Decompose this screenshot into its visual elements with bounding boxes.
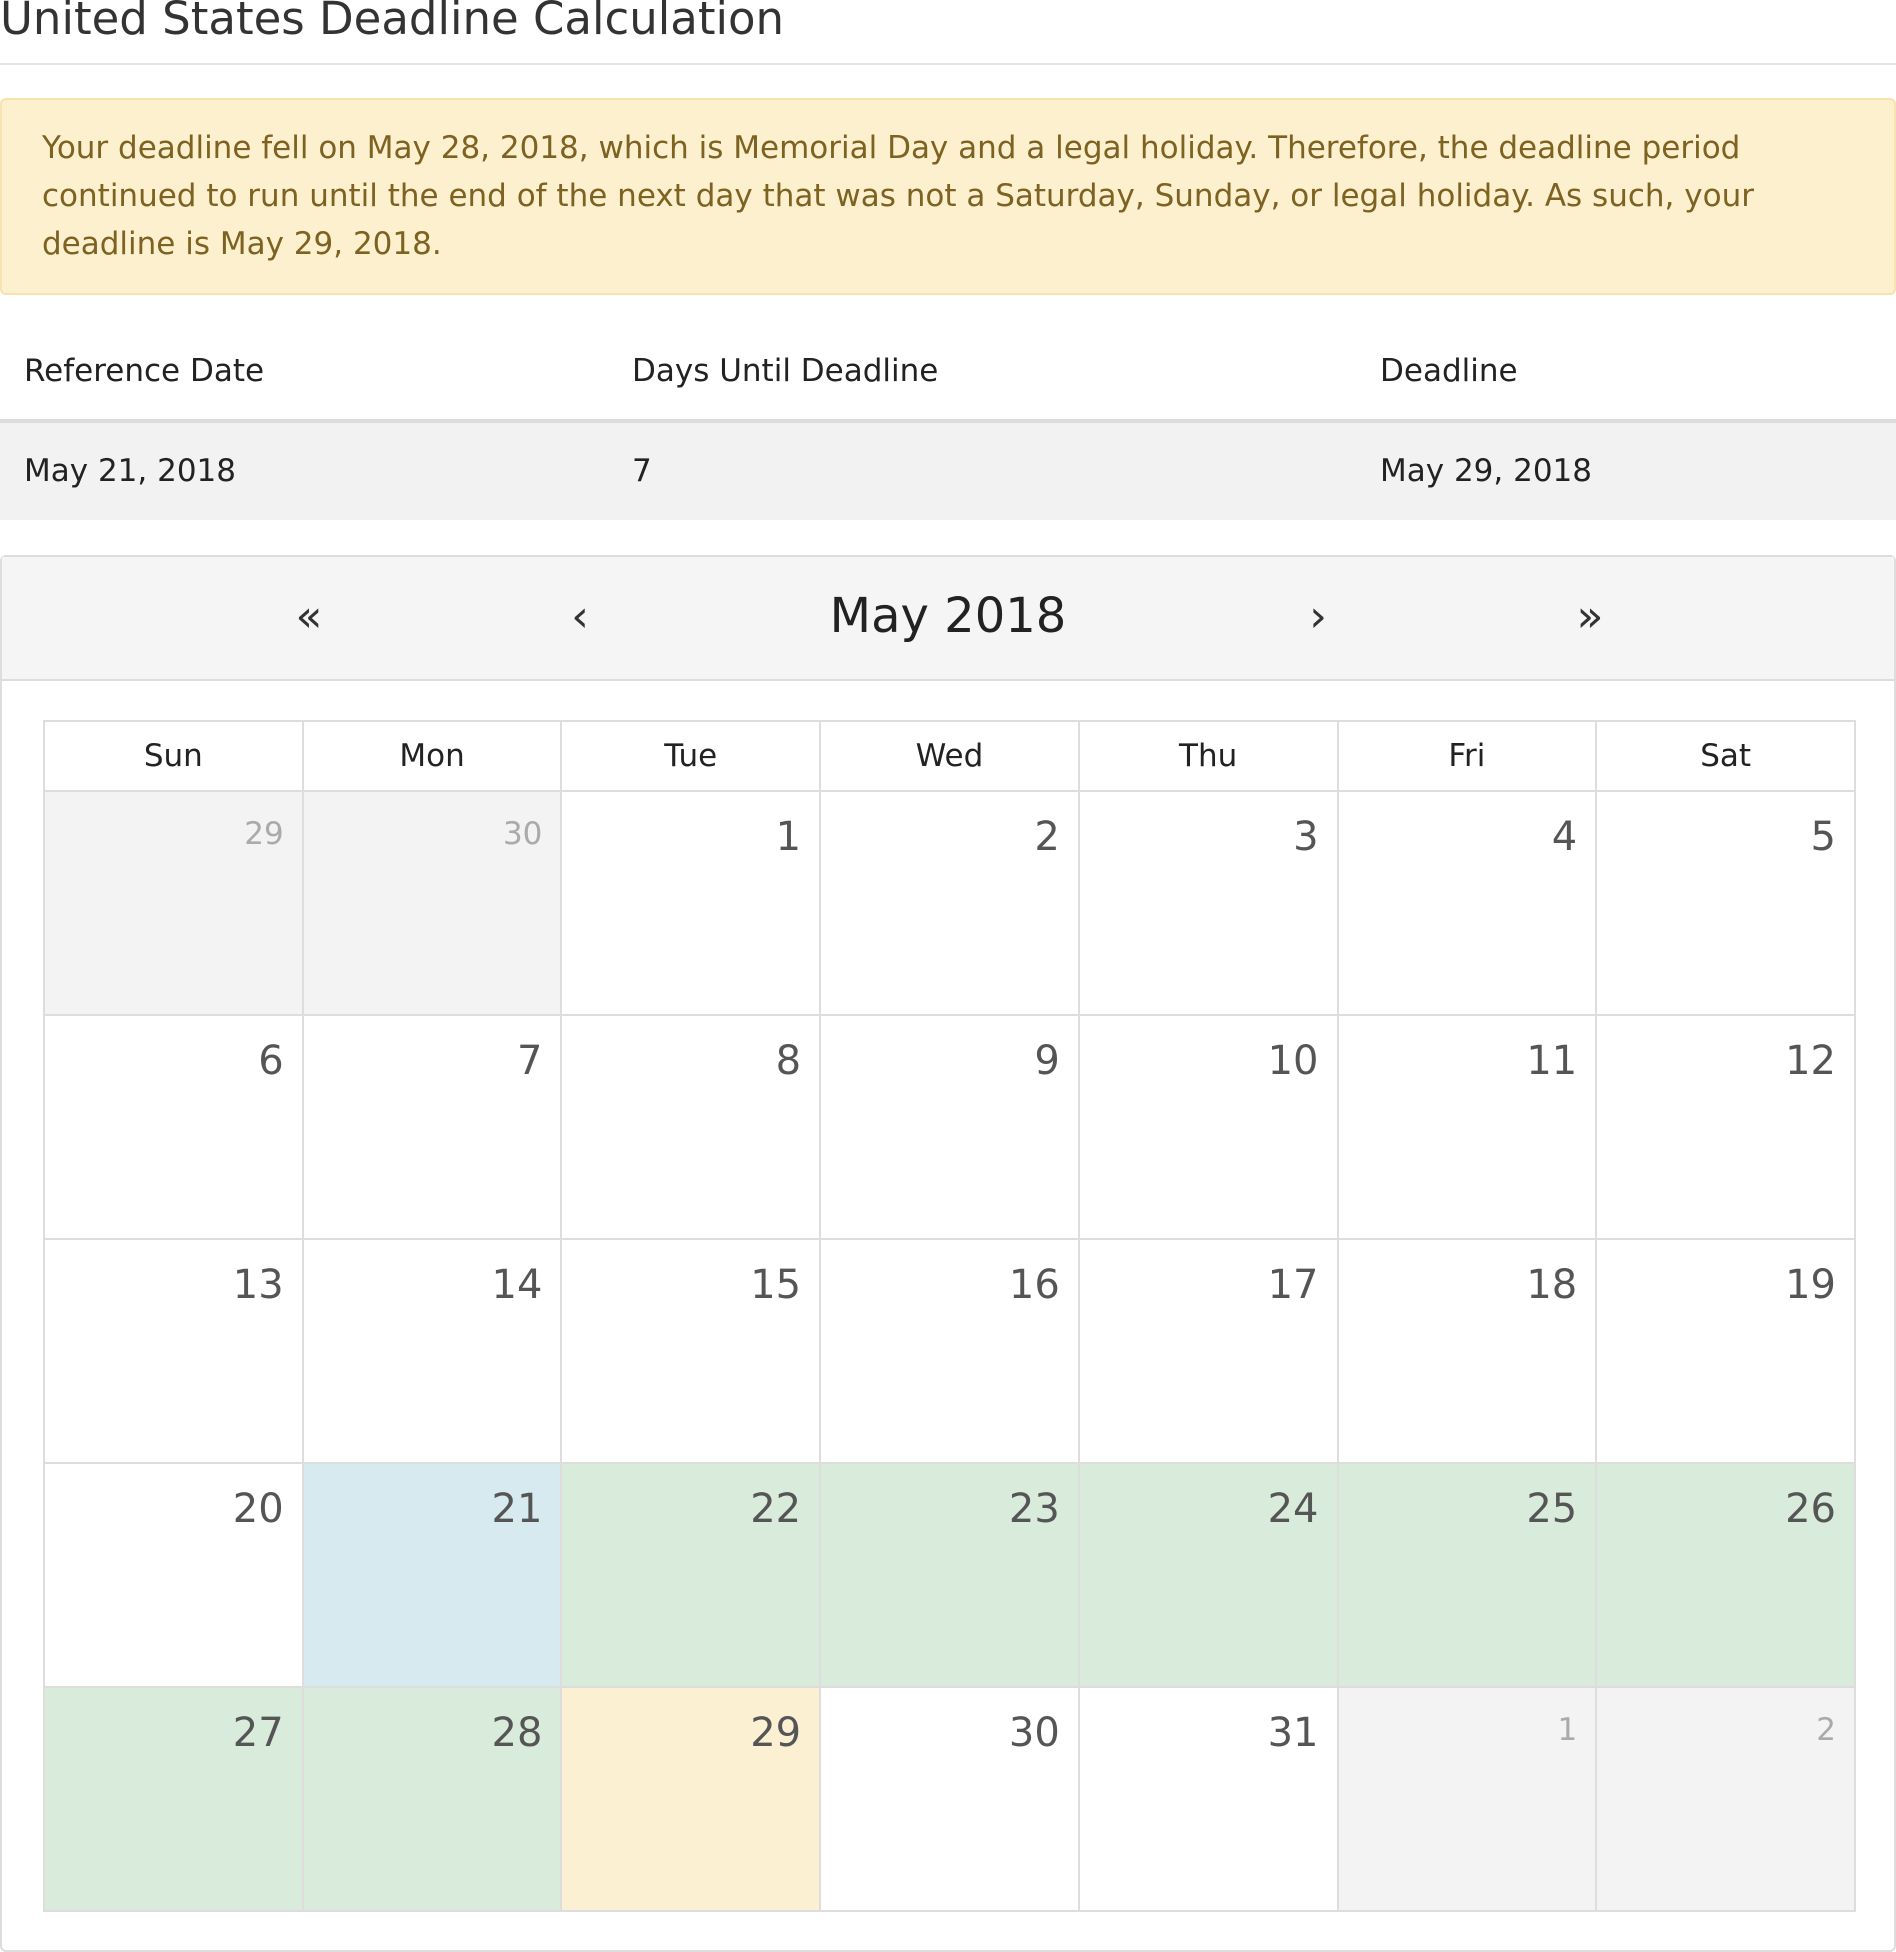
day-number: 30 [502, 816, 543, 852]
day-number: 25 [1526, 1486, 1578, 1532]
day-number: 20 [232, 1486, 284, 1532]
weekday-tue: Tue [561, 721, 820, 791]
calendar-day-cell[interactable] [561, 791, 820, 1015]
day-number: 31 [1267, 1710, 1319, 1756]
calendar-day-other-month[interactable] [1596, 1687, 1855, 1911]
calendar-day-cell[interactable] [820, 1239, 1079, 1463]
calendar-month-title: May 2018 [829, 588, 1067, 644]
calendar-day-period[interactable] [820, 1463, 1079, 1687]
calendar-day-cell[interactable] [1338, 1239, 1597, 1463]
weekday-mon: Mon [303, 721, 562, 791]
value-deadline: May 29, 2018 [1380, 453, 1592, 489]
calendar-day-cell[interactable] [820, 791, 1079, 1015]
weekday-header-row [44, 721, 1855, 791]
calendar-day-cell[interactable] [1079, 1687, 1338, 1911]
prev-year-button[interactable]: « [295, 591, 323, 642]
day-number: 4 [1551, 814, 1578, 860]
day-number: 29 [750, 1710, 802, 1756]
day-number: 9 [1034, 1038, 1060, 1084]
calendar-day-cell[interactable] [303, 1015, 562, 1239]
day-number: 12 [1785, 1038, 1836, 1084]
calendar-day-other-month[interactable] [303, 791, 562, 1015]
day-number: 22 [750, 1486, 802, 1532]
calendar-day-period[interactable] [44, 1687, 303, 1911]
day-number: 13 [232, 1262, 284, 1308]
next-year-button[interactable]: » [1576, 591, 1604, 642]
header-days-until-deadline: Days Until Deadline [632, 353, 939, 389]
calendar-grid [43, 720, 1856, 1912]
day-number: 1 [775, 814, 802, 860]
calendar-day-reference[interactable] [303, 1463, 562, 1687]
weekday-thu: Thu [1079, 721, 1338, 791]
deadline-summary-table [0, 325, 1896, 520]
day-number: 26 [1785, 1486, 1836, 1532]
calendar-day-period[interactable] [1338, 1463, 1597, 1687]
calendar-day-cell[interactable] [1338, 791, 1597, 1015]
day-number: 2 [1034, 814, 1060, 860]
calendar-week-row [44, 1015, 1855, 1239]
next-month-button[interactable]: › [1309, 591, 1327, 642]
value-days-until-deadline: 7 [632, 453, 652, 489]
calendar-day-cell[interactable] [1596, 1239, 1855, 1463]
day-number: 2 [1816, 1712, 1836, 1748]
calendar-header [2, 557, 1894, 681]
calendar-week-row [44, 1463, 1855, 1687]
day-number: 27 [232, 1710, 284, 1756]
summary-value-row [0, 423, 1896, 520]
calendar [0, 555, 1896, 1952]
day-number: 14 [491, 1262, 543, 1308]
calendar-day-period[interactable] [1079, 1463, 1338, 1687]
day-number: 30 [1008, 1710, 1060, 1756]
calendar-day-cell[interactable] [44, 1463, 303, 1687]
day-number: 21 [491, 1486, 543, 1532]
calendar-day-cell[interactable] [820, 1015, 1079, 1239]
calendar-day-cell[interactable] [1079, 1239, 1338, 1463]
day-number: 3 [1293, 814, 1319, 860]
calendar-day-cell[interactable] [303, 1239, 562, 1463]
calendar-day-period[interactable] [1596, 1463, 1855, 1687]
calendar-day-cell[interactable] [820, 1687, 1079, 1911]
calendar-day-cell[interactable] [1596, 791, 1855, 1015]
calendar-day-cell[interactable] [561, 1239, 820, 1463]
day-number: 15 [750, 1262, 802, 1308]
day-number: 5 [1810, 814, 1836, 860]
calendar-day-other-month[interactable] [1338, 1687, 1597, 1911]
day-number: 16 [1008, 1262, 1060, 1308]
page-title: United States Deadline Calculation [0, 0, 785, 45]
day-number: 8 [775, 1038, 802, 1084]
title-divider [0, 63, 1896, 65]
weekday-sat: Sat [1596, 721, 1855, 791]
day-number: 10 [1267, 1038, 1319, 1084]
calendar-day-cell[interactable] [1338, 1015, 1597, 1239]
day-number: 23 [1008, 1486, 1060, 1532]
day-number: 28 [491, 1710, 543, 1756]
day-number: 29 [244, 816, 284, 852]
day-number: 24 [1267, 1486, 1319, 1532]
calendar-week-row [44, 791, 1855, 1015]
weekday-fri: Fri [1338, 721, 1597, 791]
deadline-alert [0, 98, 1896, 295]
calendar-day-cell[interactable] [1079, 791, 1338, 1015]
header-reference-date: Reference Date [24, 353, 265, 389]
calendar-day-cell[interactable] [561, 1015, 820, 1239]
calendar-day-deadline[interactable] [561, 1687, 820, 1911]
day-number: 11 [1526, 1038, 1578, 1084]
calendar-day-cell[interactable] [44, 1239, 303, 1463]
calendar-day-cell[interactable] [1596, 1015, 1855, 1239]
calendar-week-row [44, 1239, 1855, 1463]
weekday-sun: Sun [44, 721, 303, 791]
calendar-day-period[interactable] [561, 1463, 820, 1687]
calendar-day-cell[interactable] [44, 1015, 303, 1239]
header-deadline: Deadline [1380, 353, 1518, 389]
day-number: 19 [1785, 1262, 1836, 1308]
calendar-day-other-month[interactable] [44, 791, 303, 1015]
calendar-week-row [44, 1687, 1855, 1911]
value-reference-date: May 21, 2018 [24, 453, 236, 489]
alert-message: Your deadline fell on May 28, 2018, which is Memorial Day and a legal holiday. Therefore, the deadline period continued to run until the end of the next day that was not a Saturday, Sunday, or legal holiday. As such, your deadline is May 29, 2018. [42, 130, 1754, 262]
prev-month-button[interactable]: ‹ [571, 591, 589, 642]
summary-header-row [0, 325, 1896, 423]
day-number: 7 [516, 1038, 543, 1084]
weekday-wed: Wed [820, 721, 1079, 791]
day-number: 17 [1267, 1262, 1319, 1308]
day-number: 1 [1557, 1712, 1578, 1748]
calendar-day-period[interactable] [303, 1687, 562, 1911]
calendar-day-cell[interactable] [1079, 1015, 1338, 1239]
day-number: 6 [258, 1038, 284, 1084]
day-number: 18 [1526, 1262, 1578, 1308]
